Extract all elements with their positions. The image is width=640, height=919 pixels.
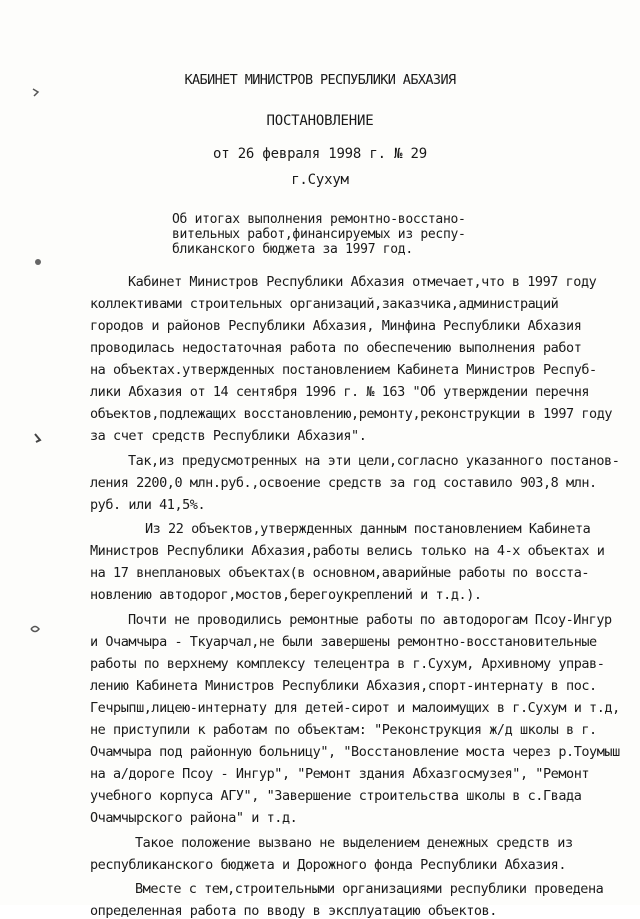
body-line: ления 2200,0 млн.руб.,освоение средств за год составило 903,8 млн. bbox=[90, 475, 597, 491]
body-line: Гечрыпш,лицею-интернату для детей-сирот и малоимущих в г.Сухум и т.д, bbox=[90, 700, 620, 716]
body-line: на объектах.утвержденных постановлением Кабинета Министров Респуб- bbox=[90, 362, 597, 378]
document-date: от 26 февраля 1998 г. № 29 bbox=[213, 146, 427, 162]
scan-mark-icon bbox=[30, 86, 42, 100]
body-line: объектов,подлежащих восстановлению,ремонту,реконструкции в 1997 году bbox=[90, 406, 613, 422]
body-line: Министров Республики Абхазия,работы велись только на 4-х объектах и bbox=[90, 543, 605, 559]
body-line: и Очамчыра - Ткуарчал,не были завершены ремонтно-восстановительные bbox=[90, 634, 597, 650]
body-line: Очамчырского района" и т.д. bbox=[90, 810, 298, 826]
scan-mark-icon bbox=[28, 622, 42, 636]
body-line: Такое положение вызвано не выделением денежных средств из bbox=[135, 835, 573, 851]
body-line: лению Кабинета Министров Республики Абхазия,спорт-интернату в пос. bbox=[90, 678, 597, 694]
subject-line: бликанского бюджета за 1997 год. bbox=[172, 242, 413, 257]
body-line: Почти не проводились ремонтные работы по автодорогам Псоу-Ингур bbox=[128, 612, 612, 628]
body-line: Очамчыра под районную больницу", "Восстановление моста через р.Тоумыш bbox=[90, 744, 620, 760]
body-line: работы по верхнему комплексу телецентра в г.Сухум, Архивному управ- bbox=[90, 656, 605, 672]
body-line: проводилась недостаточная работа по обеспечению выполнения работ bbox=[90, 340, 582, 356]
scan-mark-icon bbox=[32, 256, 44, 268]
organization-title: КАБИНЕТ МИНИСТРОВ РЕСПУБЛИКИ АБХАЗИЯ bbox=[184, 72, 456, 88]
body-line: городов и районов Республики Абхазия, Минфина Республики Абхазия bbox=[90, 318, 582, 334]
body-line: Из 22 объектов,утвержденных данным постановлением Кабинета bbox=[145, 521, 591, 537]
body-line: руб. или 41,5%. bbox=[90, 497, 206, 513]
subject-line: Об итогах выполнения ремонтно-восстано- bbox=[172, 212, 466, 227]
body-line: не приступили к работам по объектам: "Реконструкция ж/д школы в г. bbox=[90, 722, 597, 738]
document-city: г.Сухум bbox=[291, 172, 349, 188]
body-line: коллективами строительных организаций,заказчика,администраций bbox=[90, 296, 559, 312]
body-line: учебного корпуса АГУ", "Завершение строительства школы в с.Гвада bbox=[90, 788, 582, 804]
body-line: на а/дороге Псоу - Ингур", "Ремонт здания Абхазгосмузея", "Ремонт bbox=[90, 766, 590, 782]
body-line: за счет средств Республики Абхазия". bbox=[90, 428, 367, 444]
body-line: на 17 внеплановых объектах(в основном,аварийные работы по восста- bbox=[90, 565, 590, 581]
body-line: определенная работа по вводу в эксплуатацию объектов. bbox=[90, 903, 497, 919]
subject-line: вительных работ,финансируемых из респу- bbox=[172, 227, 466, 242]
body-line: Кабинет Министров Республики Абхазия отмечает,что в 1997 году bbox=[128, 274, 597, 290]
body-line: Так,из предусмотренных на эти цели,согласно указанного постанов- bbox=[128, 453, 620, 469]
body-line: новлению автодорог,мостов,берегоукреплений и т.д.). bbox=[90, 587, 482, 603]
body-line: Вместе с тем,строительными организациями республики проведена bbox=[135, 881, 604, 897]
body-line: лики Абхазия от 14 сентября 1996 г. № 163 "Об утверждении перечня bbox=[90, 384, 590, 400]
document-type: ПОСТАНОВЛЕНИЕ bbox=[266, 113, 374, 129]
scan-mark-icon bbox=[32, 432, 44, 444]
body-line: республиканского бюджета и Дорожного фонда Республики Абхазия. bbox=[90, 857, 567, 873]
